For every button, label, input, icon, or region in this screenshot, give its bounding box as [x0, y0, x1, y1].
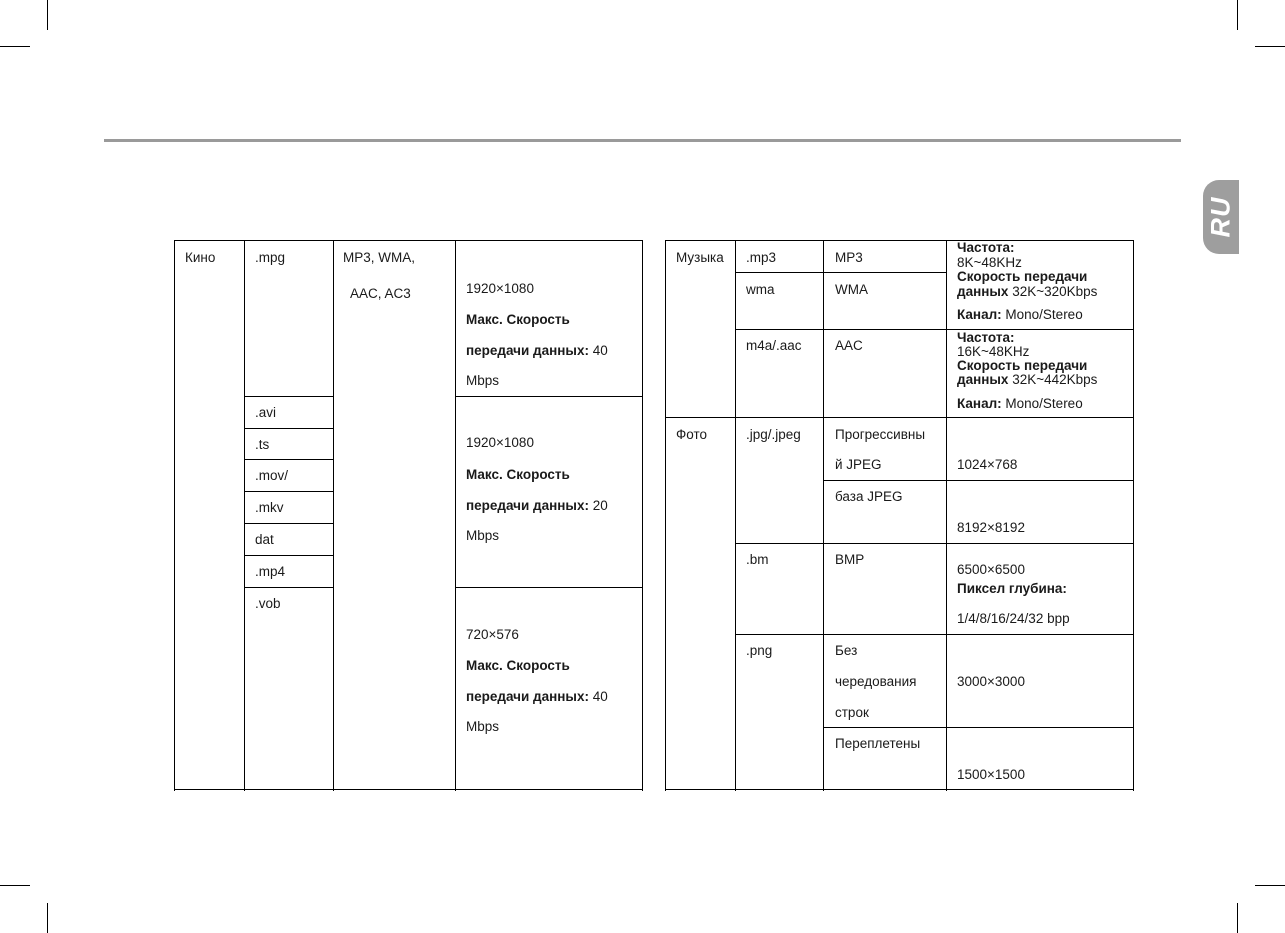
header-rule [104, 139, 1181, 142]
table-line [244, 491, 334, 492]
bmp-depth-label: Пиксел глубина: [957, 581, 1067, 596]
spec1-line1: Макс. Скорость [466, 312, 570, 327]
audio-codecs-line1: MP3, WMA, [343, 250, 416, 265]
crop-mark [1255, 46, 1285, 47]
mspec2-rate-value: 32K~442Kbps [1008, 372, 1098, 387]
crop-mark [0, 885, 30, 886]
table-line [665, 240, 666, 791]
ext-mpg: .mpg [255, 250, 286, 265]
table-line [735, 240, 736, 791]
spec2-resolution: 1920×1080 [466, 435, 534, 450]
spec2-value: 20 [588, 498, 608, 513]
table-line [735, 272, 947, 273]
mspec2-channel [957, 396, 1083, 411]
category-music: Музыка [676, 250, 724, 265]
mspec2-channel-label: Канал: [957, 396, 1002, 411]
codec-progressive-line1: Прогрессивны [835, 427, 926, 442]
table-line [244, 428, 334, 429]
codec-aac: AAC [835, 338, 863, 353]
codec-progressive-line2: й JPEG [835, 457, 882, 472]
spec1-label: передачи данных: [466, 343, 589, 358]
mspec1-channel-label: Канал: [957, 307, 1002, 322]
ext-bmp: .bm [746, 552, 769, 567]
codec-png-line3: строк [835, 705, 869, 720]
table-line [244, 555, 334, 556]
mspec2-rate-label: данных [957, 372, 1009, 387]
ext-aac: m4a/.aac [746, 338, 802, 353]
table-line [333, 240, 334, 791]
crop-mark [47, 0, 48, 30]
baseline-resolution: 8192×8192 [957, 520, 1025, 535]
crop-mark [1237, 903, 1238, 933]
spec1-line3: Mbps [466, 373, 500, 388]
ext-dat: dat [255, 532, 274, 547]
crop-mark [1237, 0, 1238, 30]
spec3-line2 [466, 689, 608, 704]
mspec2-channel-value: Mono/Stereo [1001, 396, 1083, 411]
table-line [665, 240, 1134, 241]
table-line [735, 543, 1134, 544]
ext-avi: .avi [255, 405, 277, 420]
table-line [455, 240, 456, 791]
ext-jpg: .jpg/.jpeg [746, 427, 801, 442]
bmp-resolution: 6500×6500 [957, 562, 1025, 577]
spec3-resolution: 720×576 [466, 627, 519, 642]
png-resolution: 3000×3000 [957, 674, 1025, 689]
codec-interlaced: Переплетены [835, 736, 921, 751]
ext-png: .png [746, 643, 773, 658]
table-line [642, 240, 643, 791]
spec3-line1: Макс. Скорость [466, 658, 570, 673]
mspec1-rate-value: 32K~320Kbps [1008, 284, 1098, 299]
audio-codecs-line2: AAC, AC3 [350, 286, 411, 301]
table-line [455, 587, 643, 588]
table-line [946, 240, 947, 791]
table-line [823, 240, 824, 791]
ext-mov: .mov/ [255, 468, 289, 483]
table-line [244, 459, 334, 460]
table-line [823, 480, 1134, 481]
spec1-resolution: 1920×1080 [466, 281, 534, 296]
mspec2-freq: 16K~48KHz [957, 344, 1030, 359]
bmp-depth: 1/4/8/16/24/32 bpp [957, 611, 1070, 626]
codec-mp3: MP3 [835, 250, 863, 265]
category-photo: Фото [676, 427, 708, 442]
codec-png-line1: Без [835, 643, 858, 658]
table-line [174, 240, 643, 241]
language-tab [1203, 180, 1239, 254]
mspec1-rate-line2 [957, 284, 1097, 299]
table-line [455, 396, 643, 397]
table-line [244, 523, 334, 524]
ext-mp4: .mp4 [255, 564, 286, 579]
spec2-line2 [466, 498, 608, 513]
table-line [244, 396, 334, 397]
language-tab-label: RU [1205, 196, 1236, 238]
table-line [823, 727, 1134, 728]
table-line [244, 587, 334, 588]
ext-mkv: .mkv [255, 500, 284, 515]
codec-bmp: BMP [835, 552, 865, 567]
ext-wma: wma [746, 282, 775, 297]
progressive-resolution: 1024×768 [957, 457, 1018, 472]
table-line [1133, 240, 1134, 791]
mspec2-rate-line1: Скорость передачи [957, 358, 1088, 373]
crop-mark [0, 46, 30, 47]
spec1-value: 40 [588, 343, 608, 358]
spec2-line3: Mbps [466, 528, 500, 543]
table-line [174, 789, 643, 790]
mspec1-channel-value: Mono/Stereo [1001, 307, 1083, 322]
mspec1-channel [957, 307, 1083, 322]
spec1-line2 [466, 343, 608, 358]
table-line [735, 634, 1134, 635]
ext-mp3: .mp3 [746, 250, 777, 265]
spec2-label: передачи данных: [466, 498, 589, 513]
codec-wma: WMA [835, 282, 868, 297]
mspec2-rate-line2 [957, 372, 1097, 387]
ext-vob: .vob [255, 596, 281, 611]
spec3-value: 40 [588, 689, 608, 704]
crop-mark [47, 903, 48, 933]
mspec1-freq-label: Частота: [957, 240, 1015, 255]
table-line [244, 240, 245, 791]
spec2-line1: Макс. Скорость [466, 467, 570, 482]
table-line [174, 240, 175, 791]
codec-png-line2: чередования [835, 674, 917, 689]
table-line [665, 417, 1134, 418]
crop-mark [1255, 885, 1285, 886]
spec3-line3: Mbps [466, 719, 500, 734]
spec3-label: передачи данных: [466, 689, 589, 704]
mspec1-rate-label: данных [957, 284, 1009, 299]
mspec2-freq-label: Частота: [957, 330, 1015, 345]
table-line [735, 329, 1134, 330]
mspec1-rate-line1: Скорость передачи [957, 269, 1088, 284]
codec-baseline: база JPEG [835, 489, 903, 504]
interlaced-resolution: 1500×1500 [957, 767, 1025, 782]
table-line [665, 789, 1134, 790]
category-video: Кино [185, 250, 216, 265]
ext-ts: .ts [255, 437, 270, 452]
mspec1-freq: 8K~48KHz [957, 255, 1022, 270]
